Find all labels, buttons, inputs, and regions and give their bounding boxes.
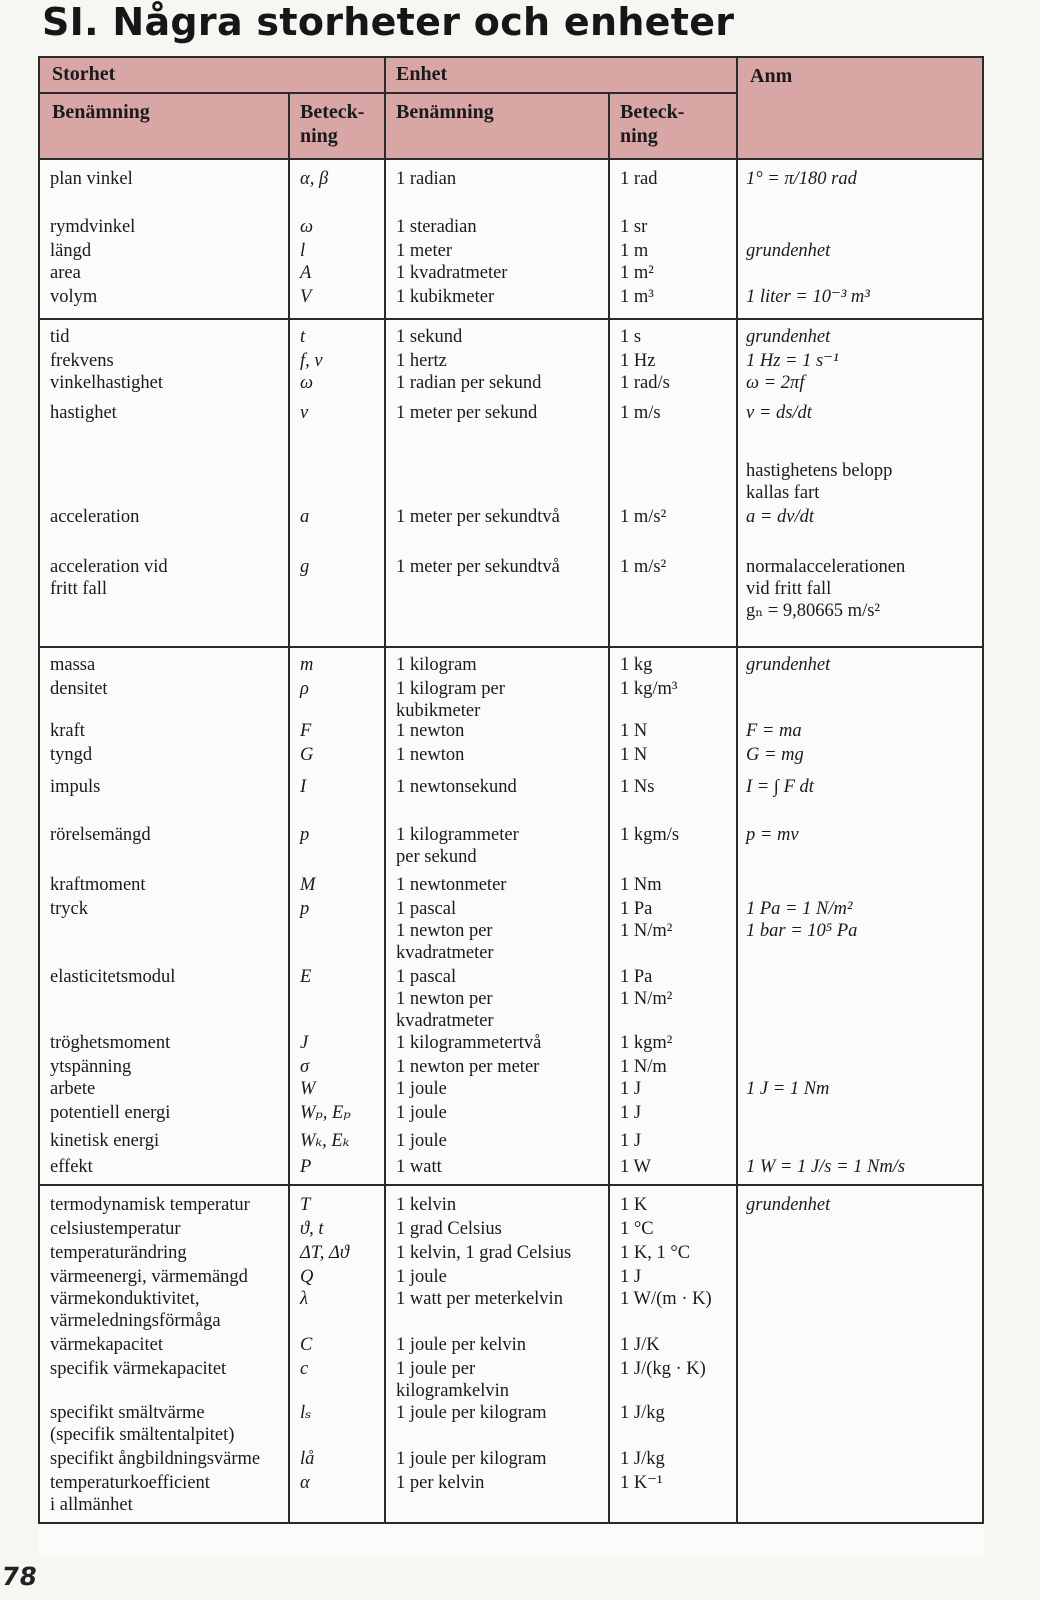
header-storhet: Storhet	[52, 63, 116, 85]
quantity-name: kraftmoment	[50, 875, 146, 895]
unit-name: 1 joule per kelvin	[396, 1335, 526, 1355]
quantity-name: frekvens	[50, 351, 114, 371]
unit-symbol: 1 J	[620, 1131, 642, 1151]
quantity-symbol: V	[300, 287, 312, 307]
unit-name: 1 steradian	[396, 217, 477, 237]
quantity-name: tid	[50, 327, 70, 347]
unit-name: 1 pascal 1 newton per kvadratmeter	[396, 899, 494, 963]
unit-name: 1 kilogram per kubikmeter	[396, 679, 505, 721]
quantity-symbol: Q	[300, 1267, 314, 1287]
unit-name: 1 newton	[396, 721, 465, 741]
unit-symbol: 1 m³	[620, 287, 654, 307]
quantity-name: värmeenergi, värmemängd	[50, 1267, 248, 1287]
unit-name: 1 kilogrammetertvå	[396, 1033, 542, 1053]
unit-symbol: 1 Nm	[620, 875, 662, 895]
quantity-symbol: W	[300, 1079, 316, 1099]
quantity-name: acceleration	[50, 507, 140, 527]
quantity-name: area	[50, 263, 81, 283]
quantity-name: längd	[50, 241, 92, 261]
unit-symbol: 1 N/m	[620, 1057, 667, 1077]
quantity-symbol: α	[300, 1473, 310, 1493]
note: I = ∫ F dt	[746, 777, 814, 797]
unit-name: 1 meter per sekundtvå	[396, 557, 560, 577]
note: 1 Hz = 1 s⁻¹	[746, 351, 839, 371]
unit-name: 1 pascal 1 newton per kvadratmeter	[396, 967, 494, 1031]
quantity-name: acceleration vid fritt fall	[50, 557, 168, 599]
quantity-symbol: ϑ, t	[300, 1219, 324, 1239]
note: 1° = π/180 rad	[746, 169, 857, 189]
quantity-symbol: t	[300, 327, 306, 347]
quantity-name: impuls	[50, 777, 101, 797]
unit-name: 1 sekund	[396, 327, 463, 347]
unit-name: 1 radian	[396, 169, 457, 189]
unit-name: 1 joule	[396, 1267, 447, 1287]
quantity-name: värmekonduktivitet, värmeledningsförmåga	[50, 1289, 221, 1331]
unit-symbol: 1 kg	[620, 655, 653, 675]
quantity-symbol: g	[300, 557, 310, 577]
unit-name: 1 joule per kilogram	[396, 1449, 547, 1469]
unit-name: 1 meter per sekund	[396, 403, 538, 423]
header-enhet: Enhet	[396, 63, 448, 85]
quantity-symbol: T	[300, 1195, 311, 1215]
unit-symbol: 1 kgm²	[620, 1033, 673, 1053]
unit-name: 1 kilogrammeter per sekund	[396, 825, 519, 867]
quantity-name: massa	[50, 655, 96, 675]
unit-symbol: 1 Pa 1 N/m²	[620, 967, 673, 1009]
quantity-name: potentiell energi	[50, 1103, 171, 1123]
table-border-right	[982, 56, 984, 1524]
quantity-symbol: l	[300, 241, 306, 261]
unit-symbol: 1 kgm/s	[620, 825, 680, 845]
unit-symbol: 1 J/kg	[620, 1403, 665, 1423]
quantity-symbol: E	[300, 967, 312, 987]
unit-symbol: 1 rad	[620, 169, 658, 189]
note: grundenhet	[746, 1195, 831, 1215]
unit-name: 1 kelvin, 1 grad Celsius	[396, 1243, 572, 1263]
quantity-symbol: v	[300, 403, 309, 423]
quantity-symbol: A	[300, 263, 312, 283]
quantity-name: elasticitetsmodul	[50, 967, 176, 987]
header-enhet-beteckning: Beteck- ning	[620, 101, 685, 147]
unit-name: 1 grad Celsius	[396, 1219, 502, 1239]
unit-symbol: 1 m²	[620, 263, 654, 283]
unit-symbol: 1 m	[620, 241, 649, 261]
unit-symbol: 1 K⁻¹	[620, 1473, 663, 1493]
unit-name: 1 radian per sekund	[396, 373, 542, 393]
quantity-name: celsiustemperatur	[50, 1219, 181, 1239]
quantity-symbol: Wₚ, Eₚ	[300, 1103, 351, 1123]
quantity-symbol: a	[300, 507, 310, 527]
note: 1 Pa = 1 N/m² 1 bar = 10⁵ Pa	[746, 899, 858, 941]
header-bottom-line	[38, 158, 984, 160]
note: grundenhet	[746, 655, 831, 675]
quantity-symbol: λ	[300, 1289, 309, 1309]
unit-name: 1 meter per sekundtvå	[396, 507, 560, 527]
quantity-symbol: σ	[300, 1057, 310, 1077]
quantity-name: tröghetsmoment	[50, 1033, 171, 1053]
quantity-name: hastighet	[50, 403, 117, 423]
unit-symbol: 1 m/s²	[620, 507, 667, 527]
unit-name: 1 newtonmeter	[396, 875, 507, 895]
unit-symbol: 1 N	[620, 721, 648, 741]
quantity-name: rörelsemängd	[50, 825, 151, 845]
header-anm: Anm	[750, 65, 793, 87]
page-title: SI. Några storheter och enheter	[42, 0, 735, 44]
quantity-name: volym	[50, 287, 98, 307]
unit-name: 1 kilogram	[396, 655, 477, 675]
header-enhet-benamning: Benämning	[396, 101, 494, 123]
unit-symbol: 1 J	[620, 1267, 642, 1287]
quantity-name: kinetisk energi	[50, 1131, 160, 1151]
unit-symbol: 1 Hz	[620, 351, 656, 371]
unit-symbol: 1 K	[620, 1195, 648, 1215]
note: G = mg	[746, 745, 804, 765]
note: grundenhet	[746, 241, 831, 261]
unit-symbol: 1 °C	[620, 1219, 654, 1239]
quantity-symbol: G	[300, 745, 314, 765]
quantity-symbol: p	[300, 899, 310, 919]
unit-symbol: 1 W/(m · K)	[620, 1289, 712, 1309]
unit-name: 1 watt per meterkelvin	[396, 1289, 563, 1309]
unit-name: 1 joule	[396, 1103, 447, 1123]
note: ω = 2πf	[746, 373, 805, 393]
note: normalaccelerationen vid fritt fall gₙ = 9,80665 m/s²	[746, 557, 906, 621]
unit-symbol: 1 W	[620, 1157, 652, 1177]
unit-symbol: 1 m/s²	[620, 557, 667, 577]
unit-symbol: 1 rad/s	[620, 373, 670, 393]
quantity-name: densitet	[50, 679, 108, 699]
unit-symbol: 1 J/K	[620, 1335, 660, 1355]
unit-name: 1 hertz	[396, 351, 447, 371]
quantity-name: temperaturkoefficient i allmänhet	[50, 1473, 210, 1515]
quantity-name: specifikt smältvärme (specifik smältentalpitet)	[50, 1403, 235, 1445]
table-border-bottom	[38, 1522, 984, 1524]
note: v = ds/dt	[746, 403, 812, 423]
col-divider-2	[384, 56, 386, 1524]
note: p = mv	[746, 825, 799, 845]
quantity-name: ytspänning	[50, 1057, 132, 1077]
quantity-symbol: F	[300, 721, 312, 741]
quantity-name: kraft	[50, 721, 85, 741]
unit-name: 1 newton	[396, 745, 465, 765]
note: grundenhet	[746, 327, 831, 347]
quantity-name: effekt	[50, 1157, 93, 1177]
unit-symbol: 1 m/s	[620, 403, 661, 423]
quantity-symbol: C	[300, 1335, 313, 1355]
unit-name: 1 kvadratmeter	[396, 263, 508, 283]
unit-name: 1 kubikmeter	[396, 287, 495, 307]
note: a = dv/dt	[746, 507, 814, 527]
col-divider-4	[736, 56, 738, 1524]
unit-symbol: 1 J	[620, 1079, 642, 1099]
quantity-symbol: lₛ	[300, 1403, 312, 1423]
quantity-symbol: ΔT, Δϑ	[300, 1243, 349, 1263]
unit-symbol: 1 s	[620, 327, 642, 347]
page-number: 78	[0, 1562, 39, 1591]
unit-symbol: 1 J	[620, 1103, 642, 1123]
quantity-symbol: J	[300, 1033, 309, 1053]
note: 1 liter = 10⁻³ m³	[746, 287, 870, 307]
note: F = ma	[746, 721, 802, 741]
note: hastighetens belopp kallas fart	[746, 461, 893, 503]
quantity-name: värmekapacitet	[50, 1335, 163, 1355]
table-border-top	[38, 56, 984, 58]
quantity-symbol: ω	[300, 373, 314, 393]
quantity-name: tyngd	[50, 745, 93, 765]
quantity-symbol: Wₖ, Eₖ	[300, 1131, 350, 1151]
unit-name: 1 joule	[396, 1079, 447, 1099]
unit-symbol: 1 sr	[620, 217, 648, 237]
quantity-symbol: c	[300, 1359, 309, 1379]
unit-symbol: 1 N	[620, 745, 648, 765]
unit-name: 1 newtonsekund	[396, 777, 517, 797]
quantity-symbol: α, β	[300, 169, 329, 189]
header-storhet-beteckning: Beteck- ning	[300, 101, 365, 147]
quantity-name: vinkelhastighet	[50, 373, 164, 393]
quantity-name: termodynamisk temperatur	[50, 1195, 250, 1215]
note: 1 J = 1 Nm	[746, 1079, 830, 1099]
si-table	[38, 56, 984, 1556]
unit-name: 1 joule per kilogramkelvin	[396, 1359, 510, 1401]
quantity-symbol: P	[300, 1157, 312, 1177]
quantity-symbol: lå	[300, 1449, 315, 1469]
quantity-name: arbete	[50, 1079, 96, 1099]
unit-name: 1 newton per meter	[396, 1057, 540, 1077]
quantity-name: temperaturändring	[50, 1243, 187, 1263]
group-divider-3	[38, 1184, 984, 1186]
unit-name: 1 joule per kilogram	[396, 1403, 547, 1423]
table-border-left	[38, 56, 40, 1524]
unit-symbol: 1 kg/m³	[620, 679, 678, 699]
quantity-symbol: p	[300, 825, 310, 845]
unit-symbol: 1 J/kg	[620, 1449, 665, 1469]
unit-name: 1 per kelvin	[396, 1473, 485, 1493]
quantity-symbol: ρ	[300, 679, 309, 699]
unit-symbol: 1 K, 1 °C	[620, 1243, 691, 1263]
header-storhet-benamning: Benämning	[52, 101, 150, 123]
unit-name: 1 meter	[396, 241, 452, 261]
quantity-symbol: M	[300, 875, 316, 895]
unit-symbol: 1 J/(kg · K)	[620, 1359, 706, 1379]
quantity-name: plan vinkel	[50, 169, 133, 189]
header-background	[38, 56, 984, 160]
unit-symbol: 1 Pa 1 N/m²	[620, 899, 673, 941]
unit-name: 1 kelvin	[396, 1195, 457, 1215]
quantity-name: specifik värmekapacitet	[50, 1359, 227, 1379]
group-divider-1	[38, 318, 984, 320]
quantity-symbol: m	[300, 655, 314, 675]
quantity-symbol: f, ν	[300, 351, 323, 371]
note: 1 W = 1 J/s = 1 Nm/s	[746, 1157, 906, 1177]
group-divider-2	[38, 646, 984, 648]
quantity-name: tryck	[50, 899, 89, 919]
quantity-name: specifikt ångbildningsvärme	[50, 1449, 261, 1469]
unit-name: 1 joule	[396, 1131, 447, 1151]
quantity-symbol: I	[300, 777, 307, 797]
header-divider	[38, 92, 736, 94]
unit-name: 1 watt	[396, 1157, 442, 1177]
quantity-symbol: ω	[300, 217, 314, 237]
unit-symbol: 1 Ns	[620, 777, 655, 797]
quantity-name: rymdvinkel	[50, 217, 136, 237]
